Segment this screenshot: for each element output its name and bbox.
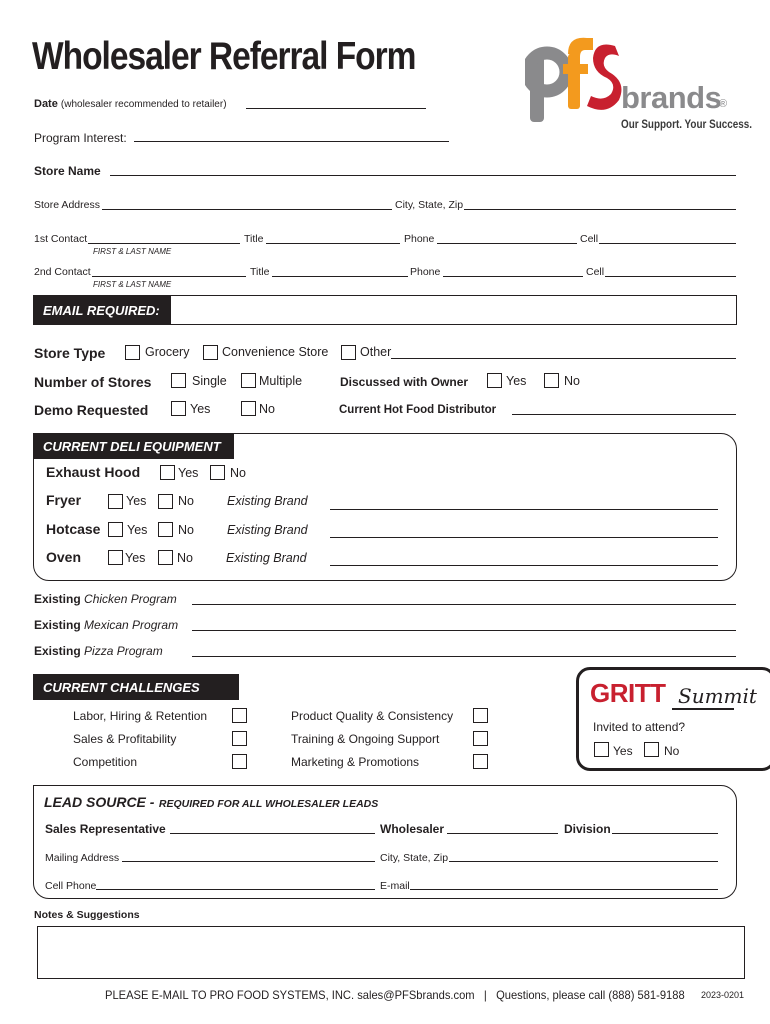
challenge-competition-checkbox[interactable] <box>232 754 247 769</box>
contact2-cell-label: Cell <box>586 266 605 278</box>
existing-pizza-label <box>34 644 163 658</box>
fryer-no-label: No <box>178 494 194 508</box>
fryer-no-checkbox[interactable] <box>158 494 173 509</box>
oven-yes-label: Yes <box>125 551 146 565</box>
existing-mexican-field[interactable] <box>192 630 736 631</box>
oven-no-checkbox[interactable] <box>158 550 173 565</box>
exhaust-hood-no-checkbox[interactable] <box>210 465 225 480</box>
sales-rep-field[interactable] <box>170 833 375 834</box>
exhaust-hood-label: Exhaust Hood <box>46 464 141 480</box>
pfs-letters-icon <box>525 32 625 127</box>
hot-food-distributor-label: Current Hot Food Distributor <box>339 404 497 416</box>
page-title: Wholesaler Referral Form <box>32 35 416 78</box>
date-label <box>34 98 227 110</box>
gritt-summit-logo <box>590 678 760 718</box>
contact1-name-field[interactable] <box>88 243 240 244</box>
store-address-label: Store Address <box>34 199 100 211</box>
discussed-yes-label: Yes <box>506 374 527 388</box>
contact1-cell-field[interactable] <box>599 243 736 244</box>
challenge-labor-checkbox[interactable] <box>232 708 247 723</box>
multiple-label: Multiple <box>259 374 303 388</box>
lead-city-state-zip-field[interactable] <box>449 861 718 862</box>
contact2-phone-label: Phone <box>410 266 441 278</box>
contact2-sub: FIRST & LAST NAME <box>93 280 172 289</box>
lead-source-header <box>44 794 378 812</box>
division-label: Division <box>564 822 611 836</box>
demo-yes-checkbox[interactable] <box>171 401 186 416</box>
email-required-label: EMAIL REQUIRED: <box>33 295 171 325</box>
wholesaler-label: Wholesaler <box>380 822 445 836</box>
hot-food-distributor-field[interactable] <box>512 414 736 415</box>
existing-chicken-name: Chicken Program <box>84 592 177 606</box>
lead-email-field[interactable] <box>410 889 718 890</box>
fryer-yes-label: Yes <box>126 494 147 508</box>
division-field[interactable] <box>612 833 718 834</box>
gritt-underline <box>672 708 734 710</box>
lead-source-title: LEAD SOURCE - <box>44 794 155 810</box>
gritt-no-label: No <box>664 744 680 758</box>
oven-yes-checkbox[interactable] <box>108 550 123 565</box>
other-checkbox[interactable] <box>341 345 356 360</box>
logo-tagline: Our Support. Your Success. <box>621 119 752 131</box>
gritt-invited-label: Invited to attend? <box>593 720 686 734</box>
existing-mexican-prefix: Existing <box>34 618 81 632</box>
other-field[interactable] <box>391 358 736 359</box>
fryer-brand-field[interactable] <box>330 509 718 510</box>
store-name-label: Store Name <box>34 164 101 178</box>
contact1-label: 1st Contact <box>34 233 88 245</box>
contact1-sub: FIRST & LAST NAME <box>93 247 172 256</box>
single-checkbox[interactable] <box>171 373 186 388</box>
other-label: Other <box>360 345 392 359</box>
contact2-cell-field[interactable] <box>605 276 736 277</box>
convenience-store-checkbox[interactable] <box>203 345 218 360</box>
contact1-title-label: Title <box>244 233 264 245</box>
existing-mexican-label <box>34 618 178 632</box>
existing-chicken-field[interactable] <box>192 604 736 605</box>
deli-equipment-header: CURRENT DELI EQUIPMENT <box>33 433 234 459</box>
multiple-checkbox[interactable] <box>241 373 256 388</box>
sales-rep-label: Sales Representative <box>45 822 166 836</box>
oven-label: Oven <box>46 549 82 565</box>
challenge-sales-label: Sales & Profitability <box>73 732 177 746</box>
current-challenges-header: CURRENT CHALLENGES <box>33 674 239 700</box>
contact1-cell-label: Cell <box>580 233 599 245</box>
wholesaler-field[interactable] <box>447 833 558 834</box>
city-state-zip-field[interactable] <box>464 209 736 210</box>
lead-email-label: E-mail <box>380 880 410 892</box>
contact1-title-field[interactable] <box>266 243 400 244</box>
cell-phone-field[interactable] <box>96 889 375 890</box>
oven-brand-label: Existing Brand <box>226 551 307 565</box>
grocery-checkbox[interactable] <box>125 345 140 360</box>
gritt-yes-label: Yes <box>613 744 633 758</box>
oven-brand-field[interactable] <box>330 565 718 566</box>
store-name-field[interactable] <box>110 175 736 176</box>
footer-text: PLEASE E-MAIL TO PRO FOOD SYSTEMS, INC. sales@PFSbrands.com | Questions, please call (888) 581-9188 <box>105 988 685 1002</box>
lead-city-state-zip-label: City, State, Zip <box>380 852 449 864</box>
contact1-phone-label: Phone <box>404 233 435 245</box>
existing-mexican-name: Mexican Program <box>84 618 179 632</box>
fryer-yes-checkbox[interactable] <box>108 494 123 509</box>
challenge-competition-label: Competition <box>73 755 138 769</box>
contact2-title-label: Title <box>250 266 270 278</box>
challenge-marketing-checkbox[interactable] <box>473 754 488 769</box>
logo-brand-text: brands <box>621 80 722 115</box>
exhaust-hood-no-label: No <box>230 466 246 480</box>
hotcase-yes-checkbox[interactable] <box>108 522 123 537</box>
demo-no-label: No <box>259 402 275 416</box>
gritt-no-checkbox[interactable] <box>644 742 659 757</box>
oven-no-label: No <box>177 551 193 565</box>
fryer-label: Fryer <box>46 492 82 508</box>
lead-source-note: REQUIRED FOR ALL WHOLESALER LEADS <box>158 798 379 810</box>
footer-code: 2023-0201 <box>701 990 745 1000</box>
challenge-training-label: Training & Ongoing Support <box>291 732 440 746</box>
challenge-labor-label: Labor, Hiring & Retention <box>73 709 208 723</box>
hotcase-no-label: No <box>178 523 194 537</box>
fryer-brand-label: Existing Brand <box>227 494 308 508</box>
convenience-store-label: Convenience Store <box>222 345 329 359</box>
hotcase-label: Hotcase <box>46 521 101 537</box>
store-type-label: Store Type <box>34 345 106 361</box>
hotcase-brand-field[interactable] <box>330 537 718 538</box>
pfs-brands-logo <box>525 32 752 132</box>
exhaust-hood-yes-label: Yes <box>178 466 199 480</box>
single-label: Single <box>192 374 227 388</box>
discussed-with-owner-label: Discussed with Owner <box>340 375 469 389</box>
contact2-name-field[interactable] <box>92 276 246 277</box>
program-interest-label: Program Interest: <box>34 131 127 145</box>
demo-no-checkbox[interactable] <box>241 401 256 416</box>
existing-pizza-field[interactable] <box>192 656 736 657</box>
existing-chicken-prefix: Existing <box>34 592 81 606</box>
discussed-yes-checkbox[interactable] <box>487 373 502 388</box>
discussed-no-checkbox[interactable] <box>544 373 559 388</box>
exhaust-hood-yes-checkbox[interactable] <box>160 465 175 480</box>
challenge-quality-checkbox[interactable] <box>473 708 488 723</box>
notes-field[interactable] <box>37 926 745 979</box>
discussed-no-label: No <box>564 374 580 388</box>
challenge-marketing-label: Marketing & Promotions <box>291 755 420 769</box>
contact2-phone-field[interactable] <box>443 276 583 277</box>
gritt-script-text: Summit <box>678 684 757 708</box>
mailing-address-label: Mailing Address <box>45 852 120 864</box>
challenge-training-checkbox[interactable] <box>473 731 488 746</box>
cell-phone-label: Cell Phone <box>45 880 97 892</box>
existing-pizza-prefix: Existing <box>34 644 81 658</box>
existing-chicken-label <box>34 592 177 606</box>
grocery-label: Grocery <box>145 345 190 359</box>
date-field[interactable] <box>246 108 426 109</box>
notes-label: Notes & Suggestions <box>34 909 140 921</box>
gritt-brand-text: GRITT <box>590 678 666 708</box>
hotcase-brand-label: Existing Brand <box>227 523 308 537</box>
existing-pizza-name: Pizza Program <box>84 644 163 658</box>
contact2-label: 2nd Contact <box>34 266 91 278</box>
store-address-field[interactable] <box>102 209 392 210</box>
demo-yes-label: Yes <box>190 402 211 416</box>
demo-requested-label: Demo Requested <box>34 402 149 418</box>
challenge-quality-label: Product Quality & Consistency <box>291 709 454 723</box>
gritt-yes-checkbox[interactable] <box>594 742 609 757</box>
contact1-phone-field[interactable] <box>437 243 577 244</box>
mailing-address-field[interactable] <box>122 861 375 862</box>
date-hint: (wholesaler recommended to retailer) <box>60 99 227 110</box>
number-of-stores-label: Number of Stores <box>34 374 152 390</box>
city-state-zip-label: City, State, Zip <box>395 199 464 211</box>
hotcase-yes-label: Yes <box>127 523 148 537</box>
logo-registered-mark: ® <box>719 98 728 110</box>
date-label-text: Date <box>34 98 58 110</box>
program-interest-field[interactable] <box>134 141 449 142</box>
challenge-sales-checkbox[interactable] <box>232 731 247 746</box>
contact2-title-field[interactable] <box>272 276 408 277</box>
hotcase-no-checkbox[interactable] <box>158 522 173 537</box>
